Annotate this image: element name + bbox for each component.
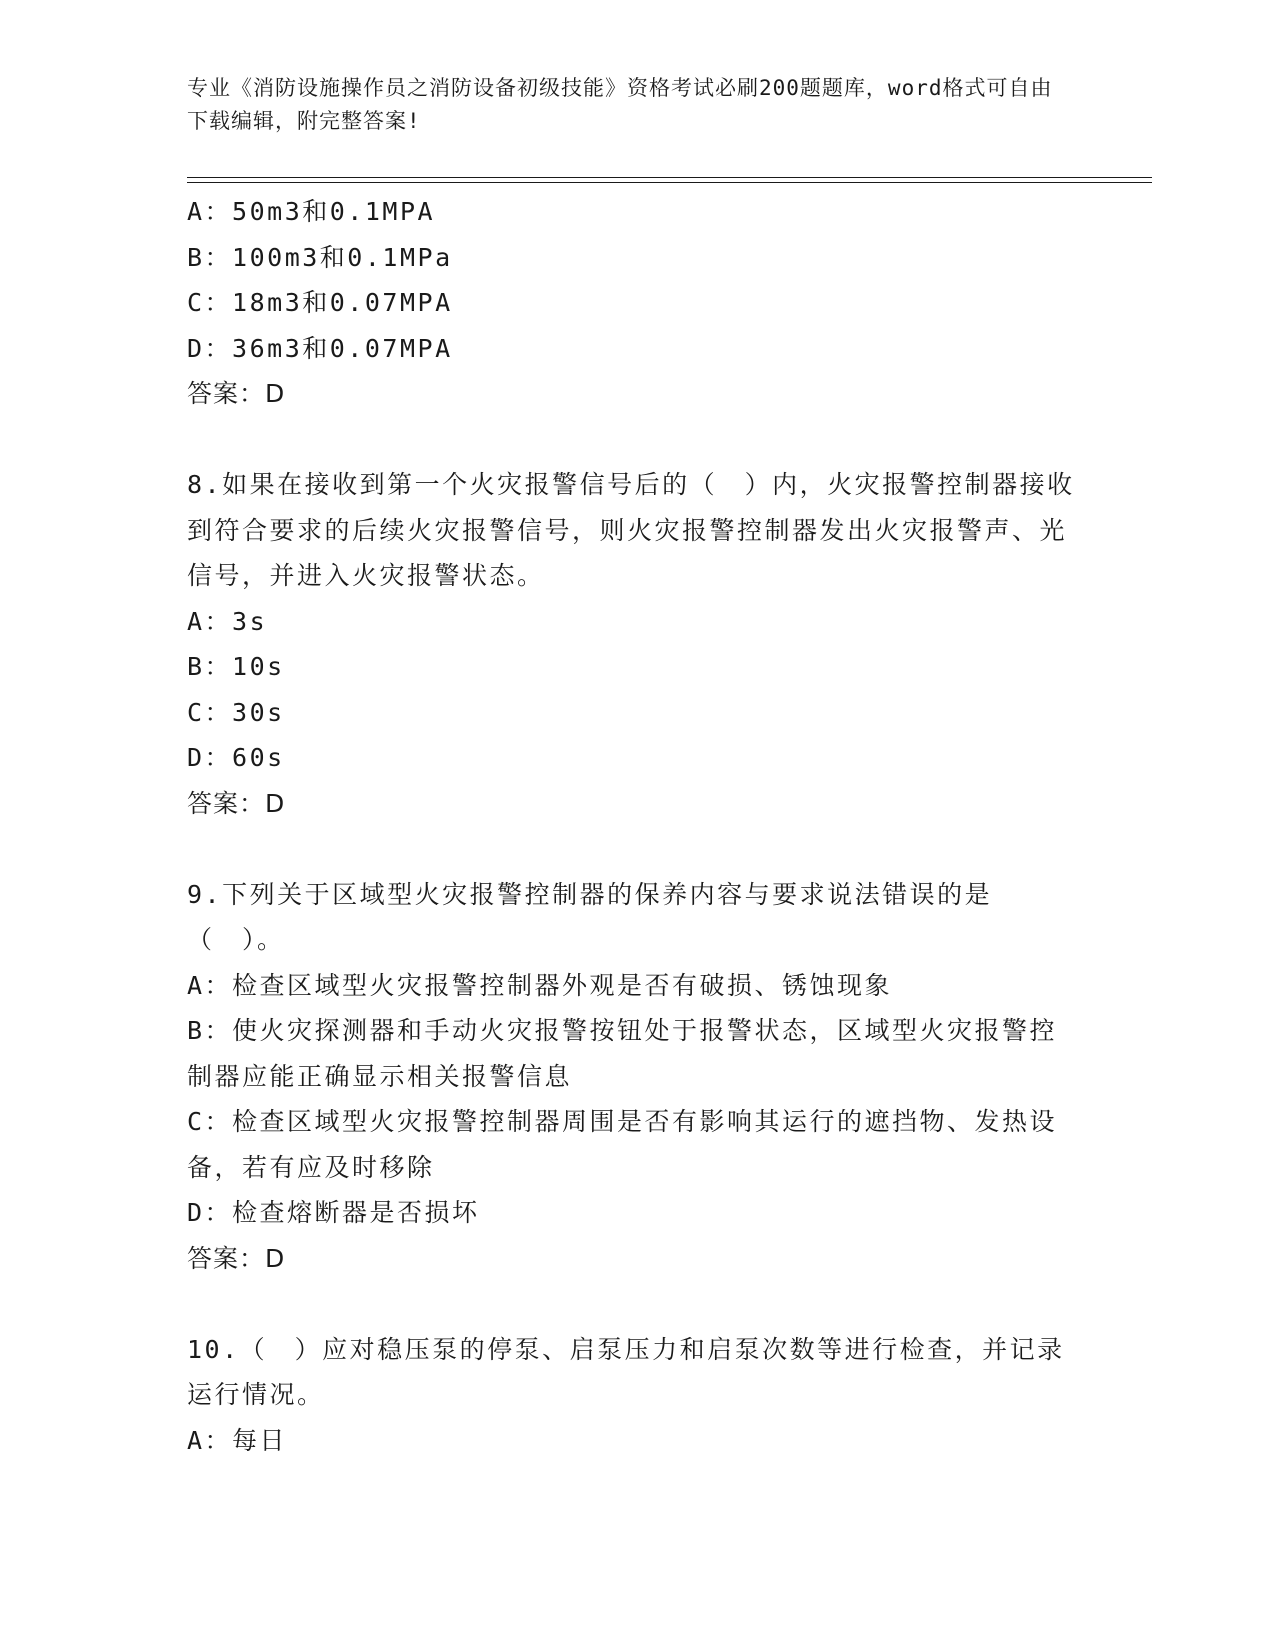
option-c: C：检查区域型火灾报警控制器周围是否有影响其运行的遮挡物、发热设备，若有应及时移除: [187, 1107, 1058, 1182]
answer: 答案：D: [187, 788, 286, 818]
answer: 答案：D: [187, 1243, 286, 1273]
document-header: 专业《消防设施操作员之消防设备初级技能》资格考试必刷200题题库，word格式可自由下载编辑，附完整答案!: [187, 76, 1053, 133]
question-10: [187, 1327, 1077, 1464]
spacer: [187, 826, 1077, 872]
option-d: D：60s: [187, 743, 285, 772]
option-a: A：每日: [187, 1425, 288, 1455]
option-a: A：3s: [187, 606, 268, 636]
spacer: [187, 417, 1077, 463]
option-c: C：30s: [187, 697, 285, 727]
question-list: [187, 189, 1077, 1463]
option-b: B：100m3和0.1MPa: [187, 242, 453, 272]
option-a: A：检查区域型火灾报警控制器外观是否有破损、锈蚀现象: [187, 970, 893, 1000]
option-d: D：36m3和0.07MPA: [187, 333, 453, 363]
question-7: [187, 189, 1077, 417]
question-9: [187, 872, 1077, 1282]
option-b: B：10s: [187, 652, 285, 681]
option-c: C：18m3和0.07MPA: [187, 288, 453, 317]
option-a: A：50m3和0.1MPA: [187, 197, 436, 226]
question-stem: 9.下列关于区域型火灾报警控制器的保养内容与要求说法错误的是（ ）。: [187, 879, 993, 954]
header-rule-bottom: [187, 182, 1152, 183]
question-stem: 8.如果在接收到第一个火灾报警信号后的（ ）内，火灾报警控制器接收到符合要求的后续火灾报警信号，则火灾报警控制器发出火灾报警声、光信号，并进入火灾报警状态。: [187, 470, 1075, 590]
question-8: [187, 462, 1077, 826]
answer: 答案：D: [187, 379, 286, 408]
question-stem: 10.（ ）应对稳压泵的停泵、启泵压力和启泵次数等进行检查，并记录运行情况。: [187, 1334, 1065, 1409]
header-rule-top: [187, 177, 1152, 178]
option-b: B：使火灾探测器和手动火灾报警按钮处于报警状态，区域型火灾报警控制器应能正确显示相关报警信息: [187, 1016, 1058, 1091]
spacer: [187, 1281, 1077, 1327]
option-d: D：检查熔断器是否损坏: [187, 1198, 480, 1227]
